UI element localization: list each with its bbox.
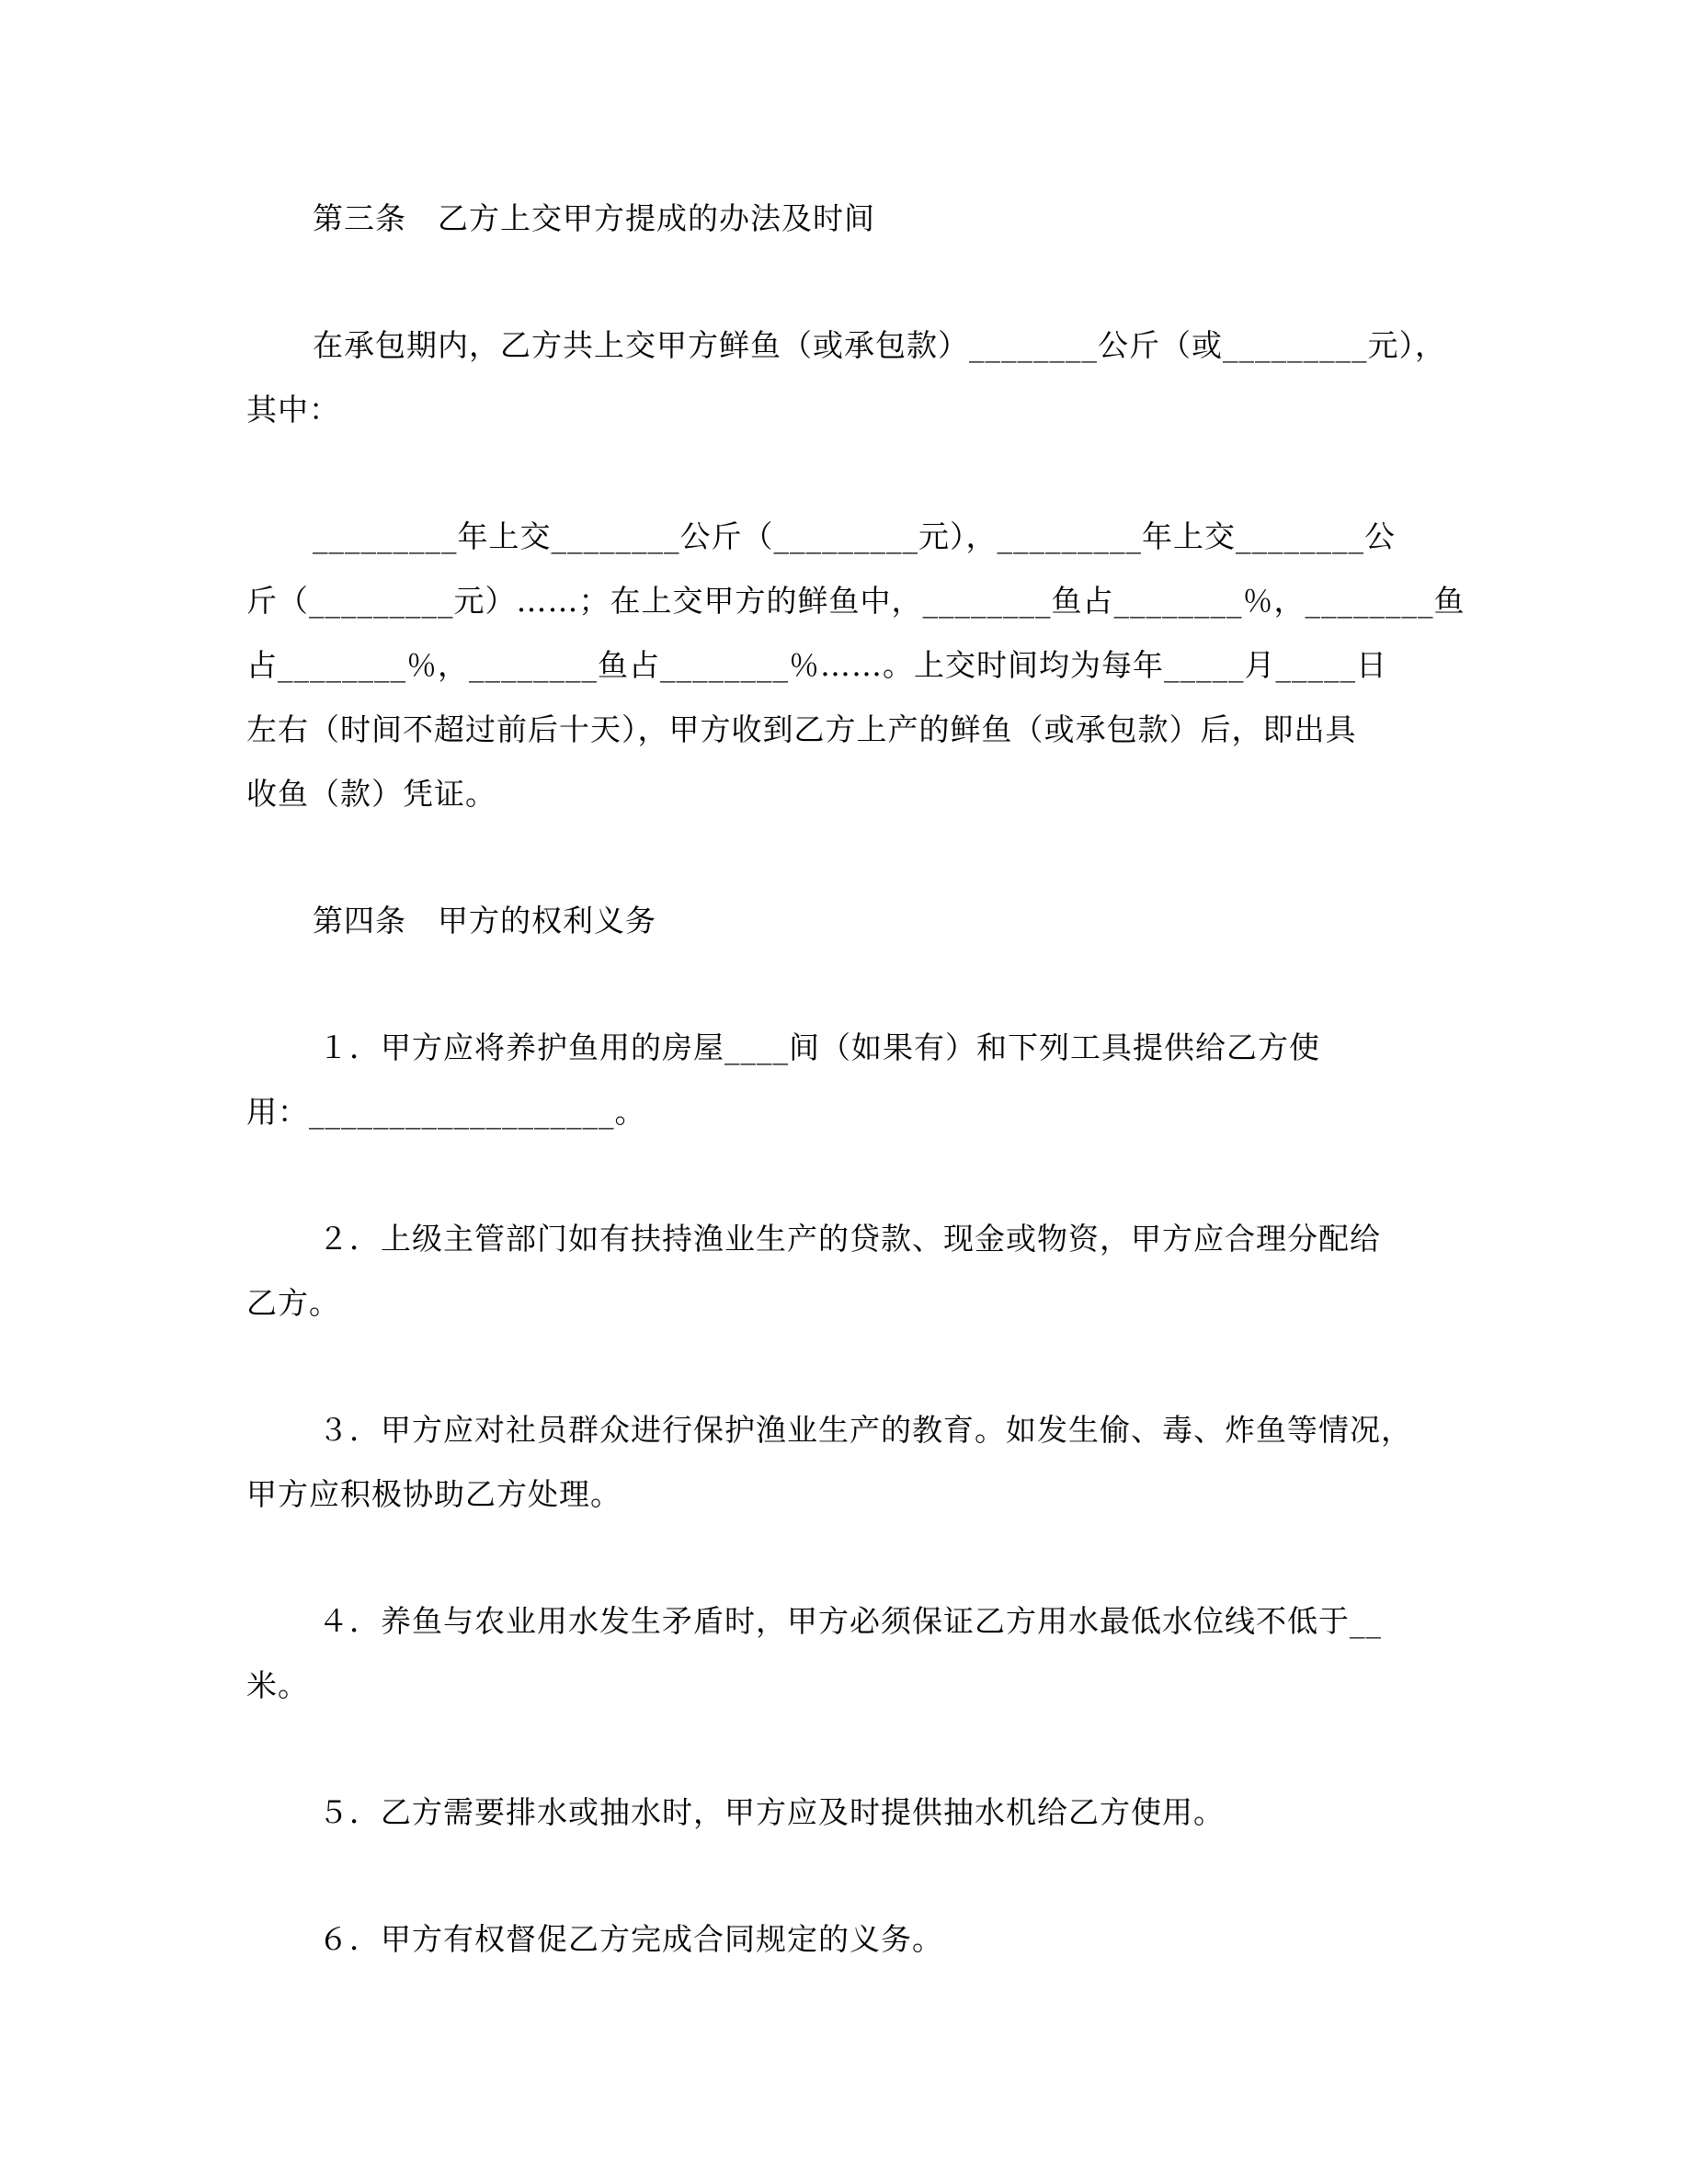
article-4-item-2-line-2: 乙方。 — [246, 1285, 340, 1321]
article-4-item-4-line-1: ４．养鱼与农业用水发生矛盾时，甲方必须保证乙方用水最低水位线不低于__ — [318, 1603, 1382, 1639]
article-4-item-1-line-2: 用：___________________。 — [246, 1094, 646, 1130]
article-4-item-4-line-2: 米。 — [246, 1667, 309, 1703]
article-3-paragraph-2-line-4: 左右（时间不超过前后十天），甲方收到乙方上产的鲜鱼（或承包款）后，即出具 — [246, 711, 1357, 747]
article-4-item-1-line-1: １．甲方应将养护鱼用的房屋____间（如果有）和下列工具提供给乙方使 — [318, 1029, 1320, 1065]
article-4-item-3-line-2: 甲方应积极协助乙方处理。 — [246, 1476, 622, 1512]
article-3-paragraph-2-line-1: _________年上交________公斤（_________元），_________年上交________公 — [313, 518, 1396, 554]
article-4-item-6-line-1: ６．甲方有权督促乙方完成合同规定的义务。 — [318, 1921, 943, 1957]
article-3-paragraph-1-line-1: 在承包期内，乙方共上交甲方鲜鱼（或承包款）________公斤（或_________元）， — [313, 327, 1446, 363]
article-3-paragraph-2-line-3: 占________％，________鱼占________％……。上交时间均为每年_____月_____日 — [246, 647, 1387, 683]
article-3-paragraph-2-line-5: 收鱼（款）凭证。 — [246, 776, 496, 812]
article-3-heading: 第三条 乙方上交甲方提成的办法及时间 — [313, 200, 875, 236]
article-3-paragraph-2-line-2: 斤（_________元）……；在上交甲方的鲜鱼中，________鱼占________％，________鱼 — [246, 583, 1466, 619]
article-4-item-2-line-1: ２．上级主管部门如有扶持渔业生产的贷款、现金或物资，甲方应合理分配给 — [318, 1221, 1381, 1257]
article-3-paragraph-1-line-2: 其中： — [246, 392, 340, 427]
article-4-item-5-line-1: ５．乙方需要排水或抽水时，甲方应及时提供抽水机给乙方使用。 — [318, 1794, 1225, 1830]
article-4-heading: 第四条 甲方的权利义务 — [313, 903, 656, 938]
article-4-item-3-line-1: ３．甲方应对社员群众进行保护渔业生产的教育。如发生偷、毒、炸鱼等情况， — [318, 1412, 1412, 1448]
